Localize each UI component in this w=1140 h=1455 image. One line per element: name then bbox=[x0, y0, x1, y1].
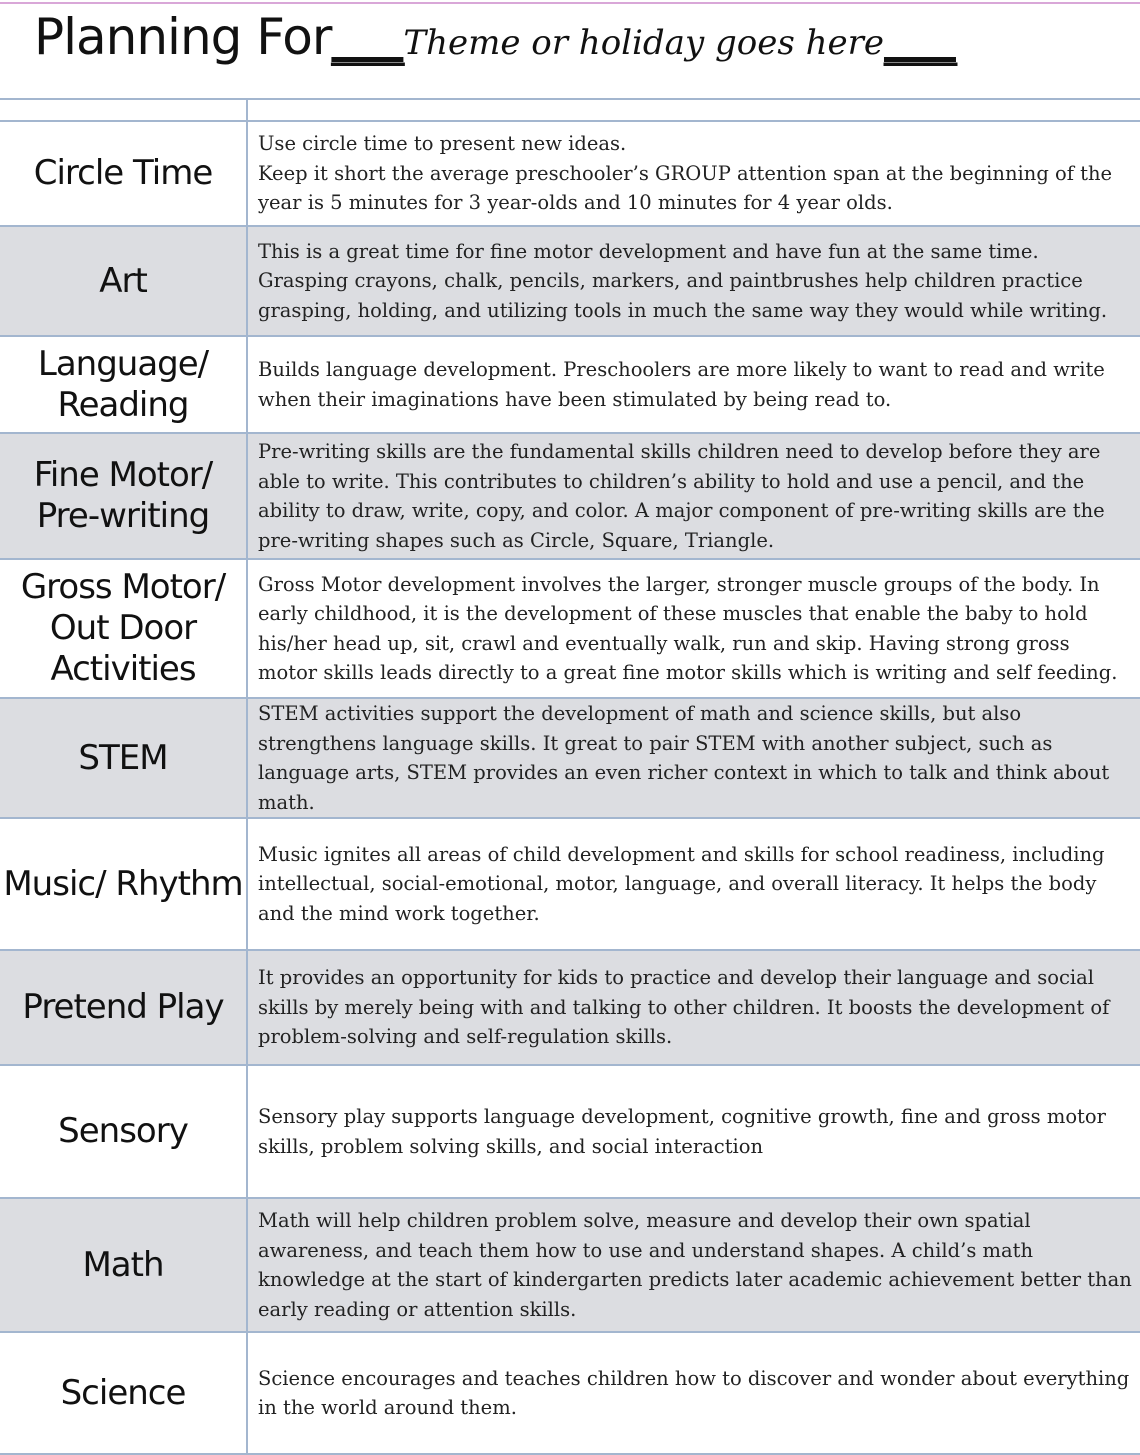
table-row bbox=[0, 1332, 1140, 1454]
table-row bbox=[0, 1198, 1140, 1332]
top-border-line bbox=[0, 2, 1140, 4]
subject-description: It provides an opportunity for kids to practice and develop their language and social skills by merely being with and talking to other children. It boosts the development of problem-solving and self-regulation skills. bbox=[247, 950, 1140, 1065]
subject-description: Science encourages and teaches children how to discover and wonder about everything in the world around them. bbox=[247, 1332, 1140, 1454]
planning-table bbox=[0, 98, 1140, 1455]
subject-label: Art bbox=[0, 226, 247, 336]
theme-placeholder: Theme or holiday goes here bbox=[403, 23, 884, 63]
table-row bbox=[0, 818, 1140, 950]
subject-description: Math will help children problem solve, measure and develop their own spatial awareness, and teach them how to use and understand shapes. A child’s math knowledge at the start of kindergarten predicts later academic achievement better than early reading or attention skills. bbox=[247, 1198, 1140, 1332]
table-row bbox=[0, 226, 1140, 336]
subject-description: Use circle time to present new ideas. Keep it short the average preschooler’s GROUP attention span at the beginning of the year is 5 minutes for 3 year-olds and 10 minutes for 4 year olds. bbox=[247, 121, 1140, 226]
title-blank: ___ bbox=[331, 8, 404, 66]
table-row bbox=[0, 698, 1140, 818]
subject-label: Gross Motor/ Out Door Activities bbox=[0, 559, 247, 698]
subject-label: Language/ Reading bbox=[0, 336, 247, 433]
table-row bbox=[0, 1065, 1140, 1198]
subject-label: Sensory bbox=[0, 1065, 247, 1198]
table-row bbox=[0, 950, 1140, 1065]
title-blank: ___ bbox=[883, 8, 956, 66]
subject-description: Music ignites all areas of child development and skills for school readiness, including intellectual, social-emotional, motor, language, and overall literacy. It helps the body and the mind work together. bbox=[247, 818, 1140, 950]
subject-label: Math bbox=[0, 1198, 247, 1332]
page-title bbox=[34, 8, 956, 66]
subject-label: STEM bbox=[0, 698, 247, 818]
title-prefix: Planning For bbox=[34, 8, 332, 66]
table-row bbox=[0, 121, 1140, 226]
subject-description: Gross Motor development involves the larger, stronger muscle groups of the body. In early childhood, it is the development of these muscles that enable the baby to hold his/her head up, sit, crawl and eventually walk, run and skip. Having strong gross motor skills leads directly to a great fine motor skills which is writing and self feeding. bbox=[247, 559, 1140, 698]
subject-label: Music/ Rhythm bbox=[0, 818, 247, 950]
table-row bbox=[0, 559, 1140, 698]
subject-description: Sensory play supports language development, cognitive growth, fine and gross motor skills, problem solving skills, and social interaction bbox=[247, 1065, 1140, 1198]
subject-description: STEM activities support the development of math and science skills, but also strengthens language skills. It great to pair STEM with another subject, such as language arts, STEM provides an even richer context in which to talk and think about math. bbox=[247, 698, 1140, 818]
header-row bbox=[0, 99, 1140, 121]
subject-label: Science bbox=[0, 1332, 247, 1454]
subject-label: Pretend Play bbox=[0, 950, 247, 1065]
subject-label: Circle Time bbox=[0, 121, 247, 226]
table-row bbox=[0, 433, 1140, 559]
header-cell bbox=[247, 99, 1140, 121]
header-cell bbox=[0, 99, 247, 121]
subject-description: Pre-writing skills are the fundamental skills children need to develop before they are able to write. This contributes to children’s ability to hold and use a pencil, and the ability to draw, write, copy, and color. A major component of pre-writing skills are the pre-writing shapes such as Circle, Square, Triangle. bbox=[247, 433, 1140, 559]
subject-label: Fine Motor/ Pre-writing bbox=[0, 433, 247, 559]
subject-description: This is a great time for fine motor development and have fun at the same time. Grasping crayons, chalk, pencils, markers, and paintbrushes help children practice grasping, holding, and utilizing tools in much the same way they would while writing. bbox=[247, 226, 1140, 336]
subject-description: Builds language development. Preschoolers are more likely to want to read and write when their imaginations have been stimulated by being read to. bbox=[247, 336, 1140, 433]
table-row bbox=[0, 336, 1140, 433]
